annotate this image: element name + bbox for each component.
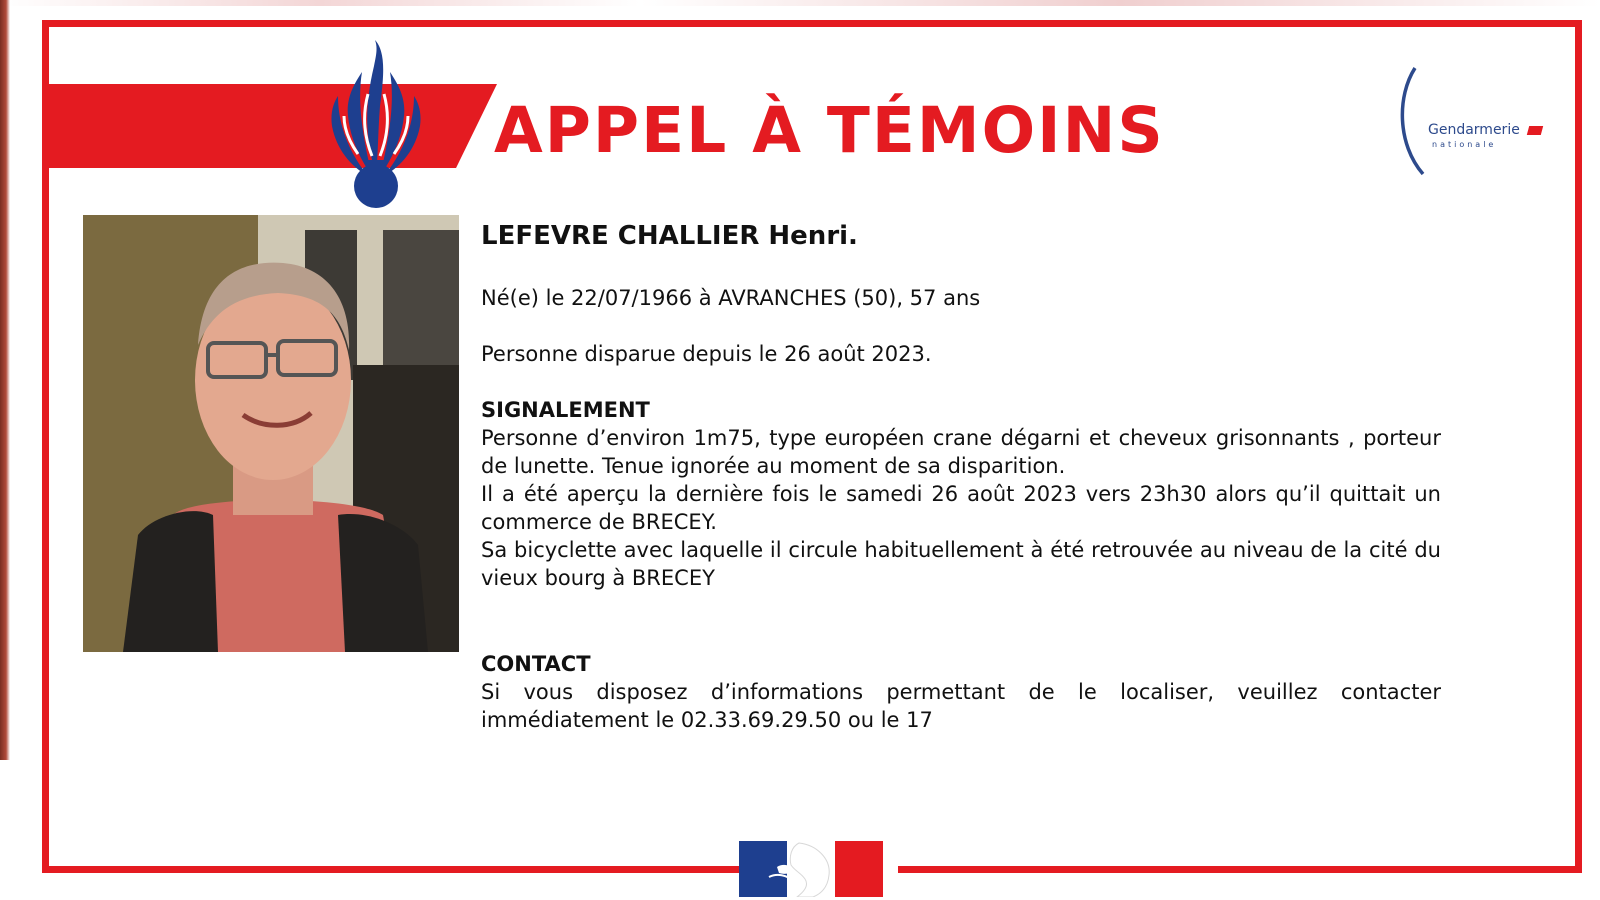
- missing-since: Personne disparue depuis le 26 août 2023.: [481, 342, 932, 366]
- frame-bottom-left: [42, 866, 740, 873]
- page-title: APPEL À TÉMOINS: [494, 94, 1165, 167]
- red-banner-bar: [42, 84, 497, 168]
- photo-illustration: [83, 215, 459, 652]
- frame-bottom-right: [898, 866, 1582, 873]
- notice-body: [481, 218, 1441, 734]
- frame-right: [1575, 20, 1582, 872]
- missing-person-photo: [83, 215, 459, 652]
- frame-top: [42, 20, 1582, 27]
- logo-flag-icon: [1527, 126, 1543, 135]
- signalement-line: Sa bicyclette avec laquelle il circule habituellement à été retrouvée au niveau de la cité du vieux bourg à BRECEY: [481, 538, 1441, 590]
- logo-subtitle: nationale: [1432, 140, 1497, 149]
- marianne-republique-logo: [739, 841, 883, 897]
- person-name: LEFEVRE CHALLIER Henri.: [481, 221, 858, 251]
- logo-wordmark: Gendarmerie: [1428, 122, 1520, 138]
- contact-text: Si vous disposez d’informations permettant de le localiser, veuillez contacter immédiatement le 02.33.69.29.50 ou le 17: [481, 680, 1441, 732]
- flaming-grenade-icon: [328, 36, 424, 208]
- signalement-line: Personne d’environ 1m75, type européen crane dégarni et cheveux grisonnants , porteur de lunette. Tenue ignorée au moment de sa disparition.: [481, 426, 1441, 478]
- contact-heading: CONTACT: [481, 652, 591, 676]
- left-edge-decor: [0, 0, 10, 760]
- gendarmerie-logo: [1395, 66, 1545, 182]
- signalement-heading: SIGNALEMENT: [481, 398, 650, 422]
- birth-info: Né(e) le 22/07/1966 à AVRANCHES (50), 57 ans: [481, 286, 981, 310]
- signalement-line: Il a été aperçu la dernière fois le samedi 26 août 2023 vers 23h30 alors qu’il quittait un commerce de BRECEY.: [481, 482, 1441, 534]
- top-edge-decor: [0, 0, 1600, 6]
